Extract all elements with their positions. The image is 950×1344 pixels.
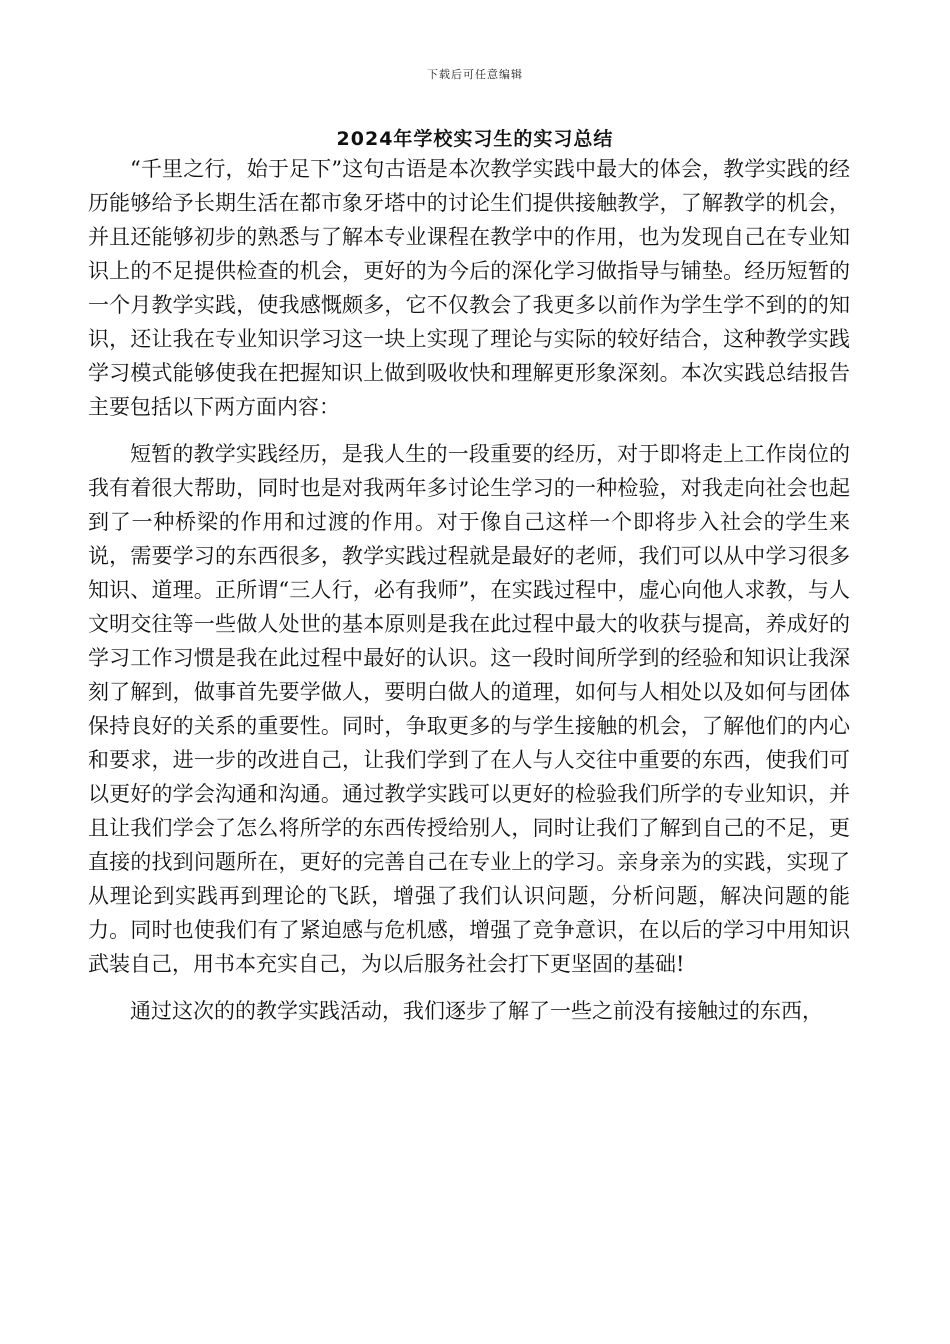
document-body <box>88 152 850 1028</box>
paragraph-1: “千里之行，始于足下”这句古语是本次教学实践中最大的体会，教学实践的经历能够给予长期生活在都市象牙塔中的讨论生们提供接触教学，了解教学的机会，并且还能够初步的熟悉与了解本专业课程在教学中的作用，也为发现自己在专业知识上的不足提供检查的机会，更好的为今后的深化学习做指导与铺垫。经历短暂的一个月教学实践，使我感慨颇多，它不仅教会了我更多以前作为学生学不到的的知识，还让我在专业知识学习这一块上实现了理论与实际的较好结合，这种教学实践学习模式能够使我在把握知识上做到吸收快和理解更形象深刻。本次实践总结报告主要包括以下两方面内容： <box>88 157 850 419</box>
header-note: 下载后可任意编辑 <box>427 68 523 81</box>
paragraph-3: 通过这次的的教学实践活动，我们逐步了解了一些之前没有接触过的东西， <box>130 999 823 1023</box>
document-title: 2024年学校实习生的实习总结 <box>336 128 614 150</box>
paragraph-2: 短暂的教学实践经历，是我人生的一段重要的经历，对于即将走上工作岗位的我有着很大帮助，同时也是对我两年多讨论生学习的一种检验，对我走向社会也起到了一种桥梁的作用和过渡的作用。对于像自己这样一个即将步入社会的学生来说，需要学习的东西很多，教学实践过程就是最好的老师，我们可以从中学习很多知识、道理。正所谓“三人行，必有我师”，在实践过程中，虚心向他人求教，与人文明交往等一些做人处世的基本原则是我在此过程中最大的收获与提高，养成好的学习工作习惯是我在此过程中最好的认识。这一段时间所学到的经验和知识让我深刻了解到，做事首先要学做人，要明白做人的道理，如何与人相处以及如何与团体保持良好的关系的重要性。同时，争取更多的与学生接触的机会，了解他们的内心和要求，进一步的改进自己，让我们学到了在人与人交往中重要的东西，使我们可以更好的学会沟通和沟通。通过教学实践可以更好的检验我们所学的专业知识，并且让我们学会了怎么将所学的东西传授给别人，同时让我们了解到自己的不足，更直接的找到问题所在，更好的完善自己在专业上的学习。亲身亲为的实践，实现了从理论到实践再到理论的飞跃，增强了我们认识问题，分析问题，解决问题的能力。同时也使我们有了紧迫感与危机感，增强了竞争意识，在以后的学习中用知识武装自己，用书本充实自己，为以后服务社会打下更坚固的基础! <box>88 442 850 976</box>
